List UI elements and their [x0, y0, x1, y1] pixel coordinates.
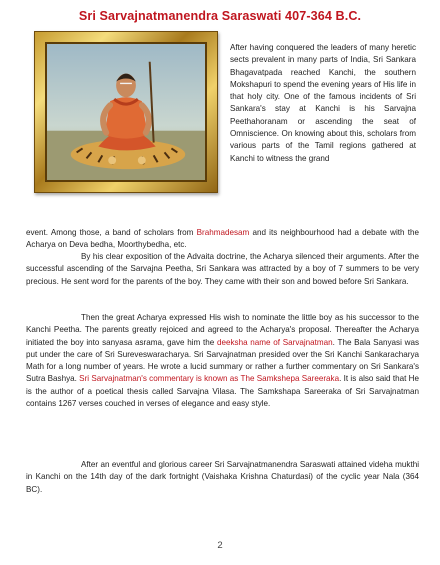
successor-text-b: . The Bala Sanyasi was put under the care of Sri Sureveswaracharya. Sri Sarvajnatman presided over the Sri Kanchi Sankaracharya Math for a long number of years. He wrote a lucid summary or rather a further commentary on Sri Sankara's Sutra Bashya. — [26, 337, 419, 384]
paragraph-advaita: By his clear exposition of the Advaita doctrine, the Acharya silenced their arguments. After the successful ascending of the Sarvajna Peetha, Sri Sankara was attracted by a boy of 7 summers to be very precious. He sent word for the parents of the boy. They came with their son and bowed before Sri Sankara. — [26, 252, 419, 286]
intro-text-a: event. Among those, a band of scholars from — [26, 228, 197, 237]
portrait-frame — [34, 31, 218, 193]
highlight-brahmadesam: Brahmadesam — [196, 228, 250, 237]
portrait-painting — [45, 42, 207, 182]
successor-text-c: . It is also said that He is the author of a poetical thesis called Sarvajna Vilasa. The Samkshapa Sareeraka of Sri Sarvajnatman contains 1267 verses couched in verses of elegance and easy style. — [26, 374, 419, 409]
highlight-commentary: Sri Sarvajnatman's commentary is known as The Samkshepa Sareeraka — [79, 374, 340, 384]
page-title: Sri Sarvajnatmanendra Saraswati 407-364 B.C. — [78, 9, 362, 23]
intro-paragraph-wrapped: After having conquered the leaders of many heretic sects prevalent in many parts of India, Sri Sankara Bhagavatpada reached Kanchi, the southern Mokshapuri to spend the evening years of His life in that holy city. One of the famous incidents of Sri Sankara's stay at Kanchi is his Sarvajna Peethahoranam or ascending the seat of Omniscience. On knowing about this, scholars from various parts of the Tamil regions gathered at Kanchi to witness the grand — [230, 43, 416, 163]
seated-sage-illustration — [47, 44, 205, 180]
intro-paragraph-continued — [26, 227, 419, 252]
highlight-deeksha-name: deeksha name of Sarvajnatman — [216, 337, 333, 347]
intro-text-b: and its neighbourhood had a debate with the Acharya on Deva bedha, Moorthybedha, etc. — [26, 228, 419, 250]
paragraph-successor — [26, 312, 419, 410]
page-number: 2 — [217, 540, 223, 551]
paragraph-videha-mukthi: After an eventful and glorious career Sri Sarvajnatmanendra Saraswati attained videha mukthi in Kanchi on the 14th day of the dark fortnight (Vaishaka Krishna Chaturdasi) of the cyclic year Nala (364 BC). — [26, 460, 419, 494]
successor-text-a: Then the great Acharya expressed His wish to nominate the little boy as his successor to the Kanchi Peetha. The parents greatly rejoiced and agreed to the Acharya's proposal. Thereafter the Acharya initiated the boy into sanyasa asrama, gave him the — [26, 313, 419, 347]
